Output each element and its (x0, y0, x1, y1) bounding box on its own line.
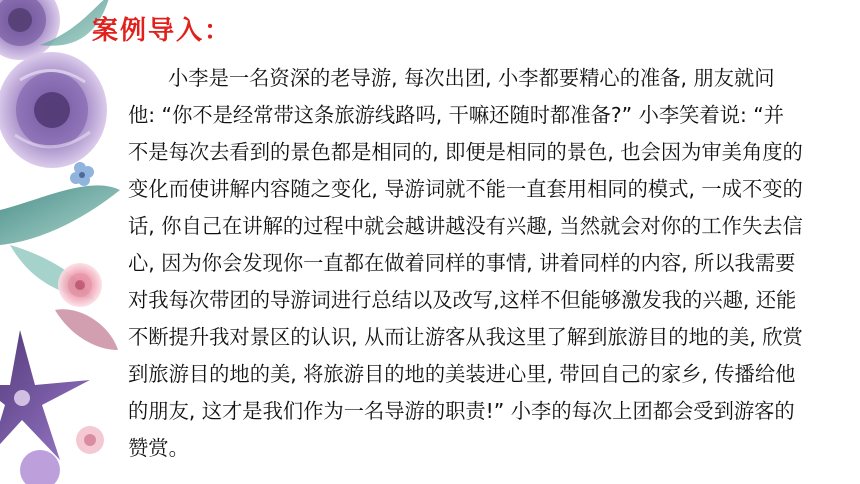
section-heading: 案例导入： (92, 16, 233, 46)
passage-line: 话, 你自己在讲解的过程中就会越讲越没有兴趣, 当然就会对你的工作失去信 (128, 214, 803, 238)
purple-flower-top (0, 0, 60, 60)
passage-line: 对我每次带团的导游词进行总结以及改写,这样不但能够激发我的兴趣, 还能 (128, 288, 797, 312)
blue-blossom (70, 162, 94, 186)
case-passage (128, 60, 840, 467)
passage-line: 心, 因为你会发现你一直都在做着同样的事情, 讲着同样的内容, 所以我需要 (128, 251, 796, 275)
pink-rose (58, 263, 102, 307)
passage-line: 小李是一名资深的老导游, 每次出团, 小李都要精心的准备, 朋友就问 (168, 66, 775, 90)
passage-line: 他: “你不是经常带这条旅游线路吗, 干嘛还随时都准备?” 小李笑着说: “并 (128, 103, 785, 127)
passage-line: 赞赏。 (128, 436, 189, 460)
passage-line: 到旅游目的地的美, 将旅游目的地的美装进心里, 带回自己的家乡, 传播给他 (128, 362, 796, 386)
passage-line: 不断提升我对景区的认识, 从而让游客从我这里了解到旅游目的地的美, 欣赏 (128, 325, 803, 349)
purple-flower-middle (0, 52, 107, 168)
passage-line: 变化而使讲解内容随之变化, 导游词就不能一直套用相同的模式, 一成不变的 (128, 177, 803, 201)
passage-line: 不是每次去看到的景色都是相同的, 即便是相同的景色, 也会因为审美角度的 (128, 140, 803, 164)
passage-line: 的朋友, 这才是我们作为一名导游的职责!” 小李的每次上团都会受到游客的 (128, 399, 795, 423)
